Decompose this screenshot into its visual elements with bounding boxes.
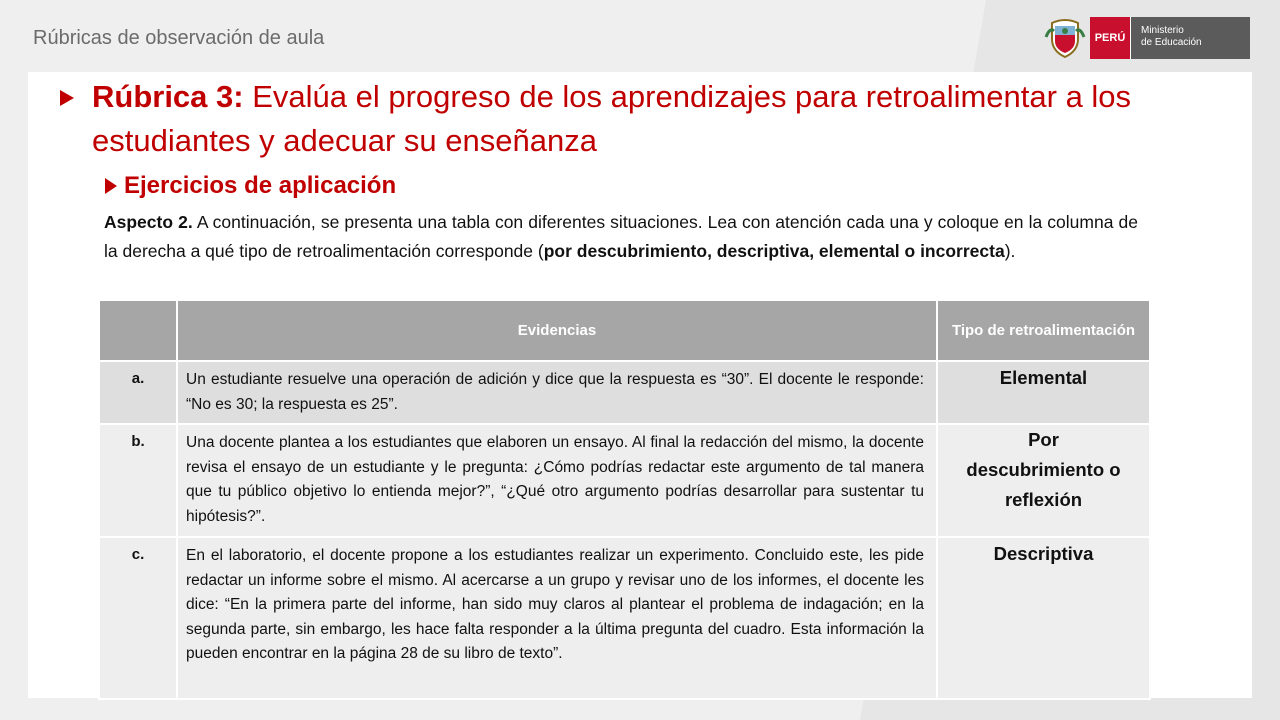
row-letter: b. bbox=[99, 424, 177, 537]
coat-of-arms-icon bbox=[1044, 17, 1086, 59]
table-row bbox=[99, 537, 1150, 699]
instructions-paragraph bbox=[104, 208, 1138, 266]
header-feedback-type: Tipo de retroalimentación bbox=[937, 300, 1150, 361]
ministry-label bbox=[1130, 17, 1250, 59]
rubric-number: Rúbrica 3: bbox=[92, 79, 244, 114]
peru-label: PERÚ bbox=[1090, 17, 1130, 59]
ministry-line-1: Ministerio bbox=[1141, 25, 1184, 36]
row-letter: a. bbox=[99, 361, 177, 424]
instructions-text-2: ). bbox=[1004, 241, 1016, 261]
row-evidence: Una docente plantea a los estudiantes que elaboren un ensayo. Al final la redacción del mismo, la docente revisa el ensayo de un estudiante y le pregunta: ¿Cómo podrías redactar este argumento de tal manera que tu público objetivo lo entienda mejor?”, “¿Qué otro argumento podrías desarrollar para sustentar tu hipótesis?”. bbox=[177, 424, 937, 537]
table-row bbox=[99, 424, 1150, 537]
row-answer: Descriptiva bbox=[937, 537, 1150, 699]
feedback-options: por descubrimiento, descriptiva, elemental o incorrecta bbox=[543, 241, 1005, 261]
row-evidence: En el laboratorio, el docente propone a los estudiantes realizar un experimento. Concluido este, les pide redactar un informe sobre el mismo. Al acercarse a un grupo y revisar uno de los informes, el docente les dice: “En la primera parte del informe, han sido muy claros al plantear el problema de indagación; en la segunda parte, sin embargo, les hace falta responder a la última pregunta del cuadro. Esta información la pueden encontrar en la página 28 de su libro de texto”. bbox=[177, 537, 937, 699]
header-title: Rúbricas de observación de aula bbox=[33, 27, 325, 49]
section-heading-text: Ejercicios de aplicación bbox=[124, 172, 397, 199]
header-evidence: Evidencias bbox=[177, 300, 937, 361]
row-answer: Por descubrimiento o reflexión bbox=[937, 424, 1150, 537]
instructions-text-1: A continuación, se presenta una tabla con diferentes situaciones. Lea con atención cada una y coloque en la columna de la derecha a qué tipo de retroalimentación corresponde ( bbox=[104, 212, 1139, 261]
ministry-line-2: de Educación bbox=[1141, 37, 1202, 48]
row-answer: Elemental bbox=[937, 361, 1150, 424]
rubric-description: Evalúa el progreso de los aprendizajes para retroalimentar a los estudiantes y adecuar su enseñanza bbox=[92, 79, 1132, 158]
table-row bbox=[99, 361, 1150, 424]
header-letter bbox=[99, 300, 177, 361]
section-heading bbox=[104, 172, 396, 200]
table-header-row bbox=[99, 300, 1150, 361]
row-letter: c. bbox=[99, 537, 177, 699]
feedback-table bbox=[98, 299, 1151, 700]
aspect-label: Aspecto 2. bbox=[104, 212, 193, 232]
row-evidence: Un estudiante resuelve una operación de adición y dice que la respuesta es “30”. El docente le responde: “No es 30; la respuesta es 25”. bbox=[177, 361, 937, 424]
bullet-arrow-icon bbox=[58, 88, 76, 108]
page-title bbox=[92, 75, 1232, 163]
bullet-arrow-icon bbox=[104, 177, 118, 195]
ministry-logo bbox=[1044, 17, 1250, 59]
